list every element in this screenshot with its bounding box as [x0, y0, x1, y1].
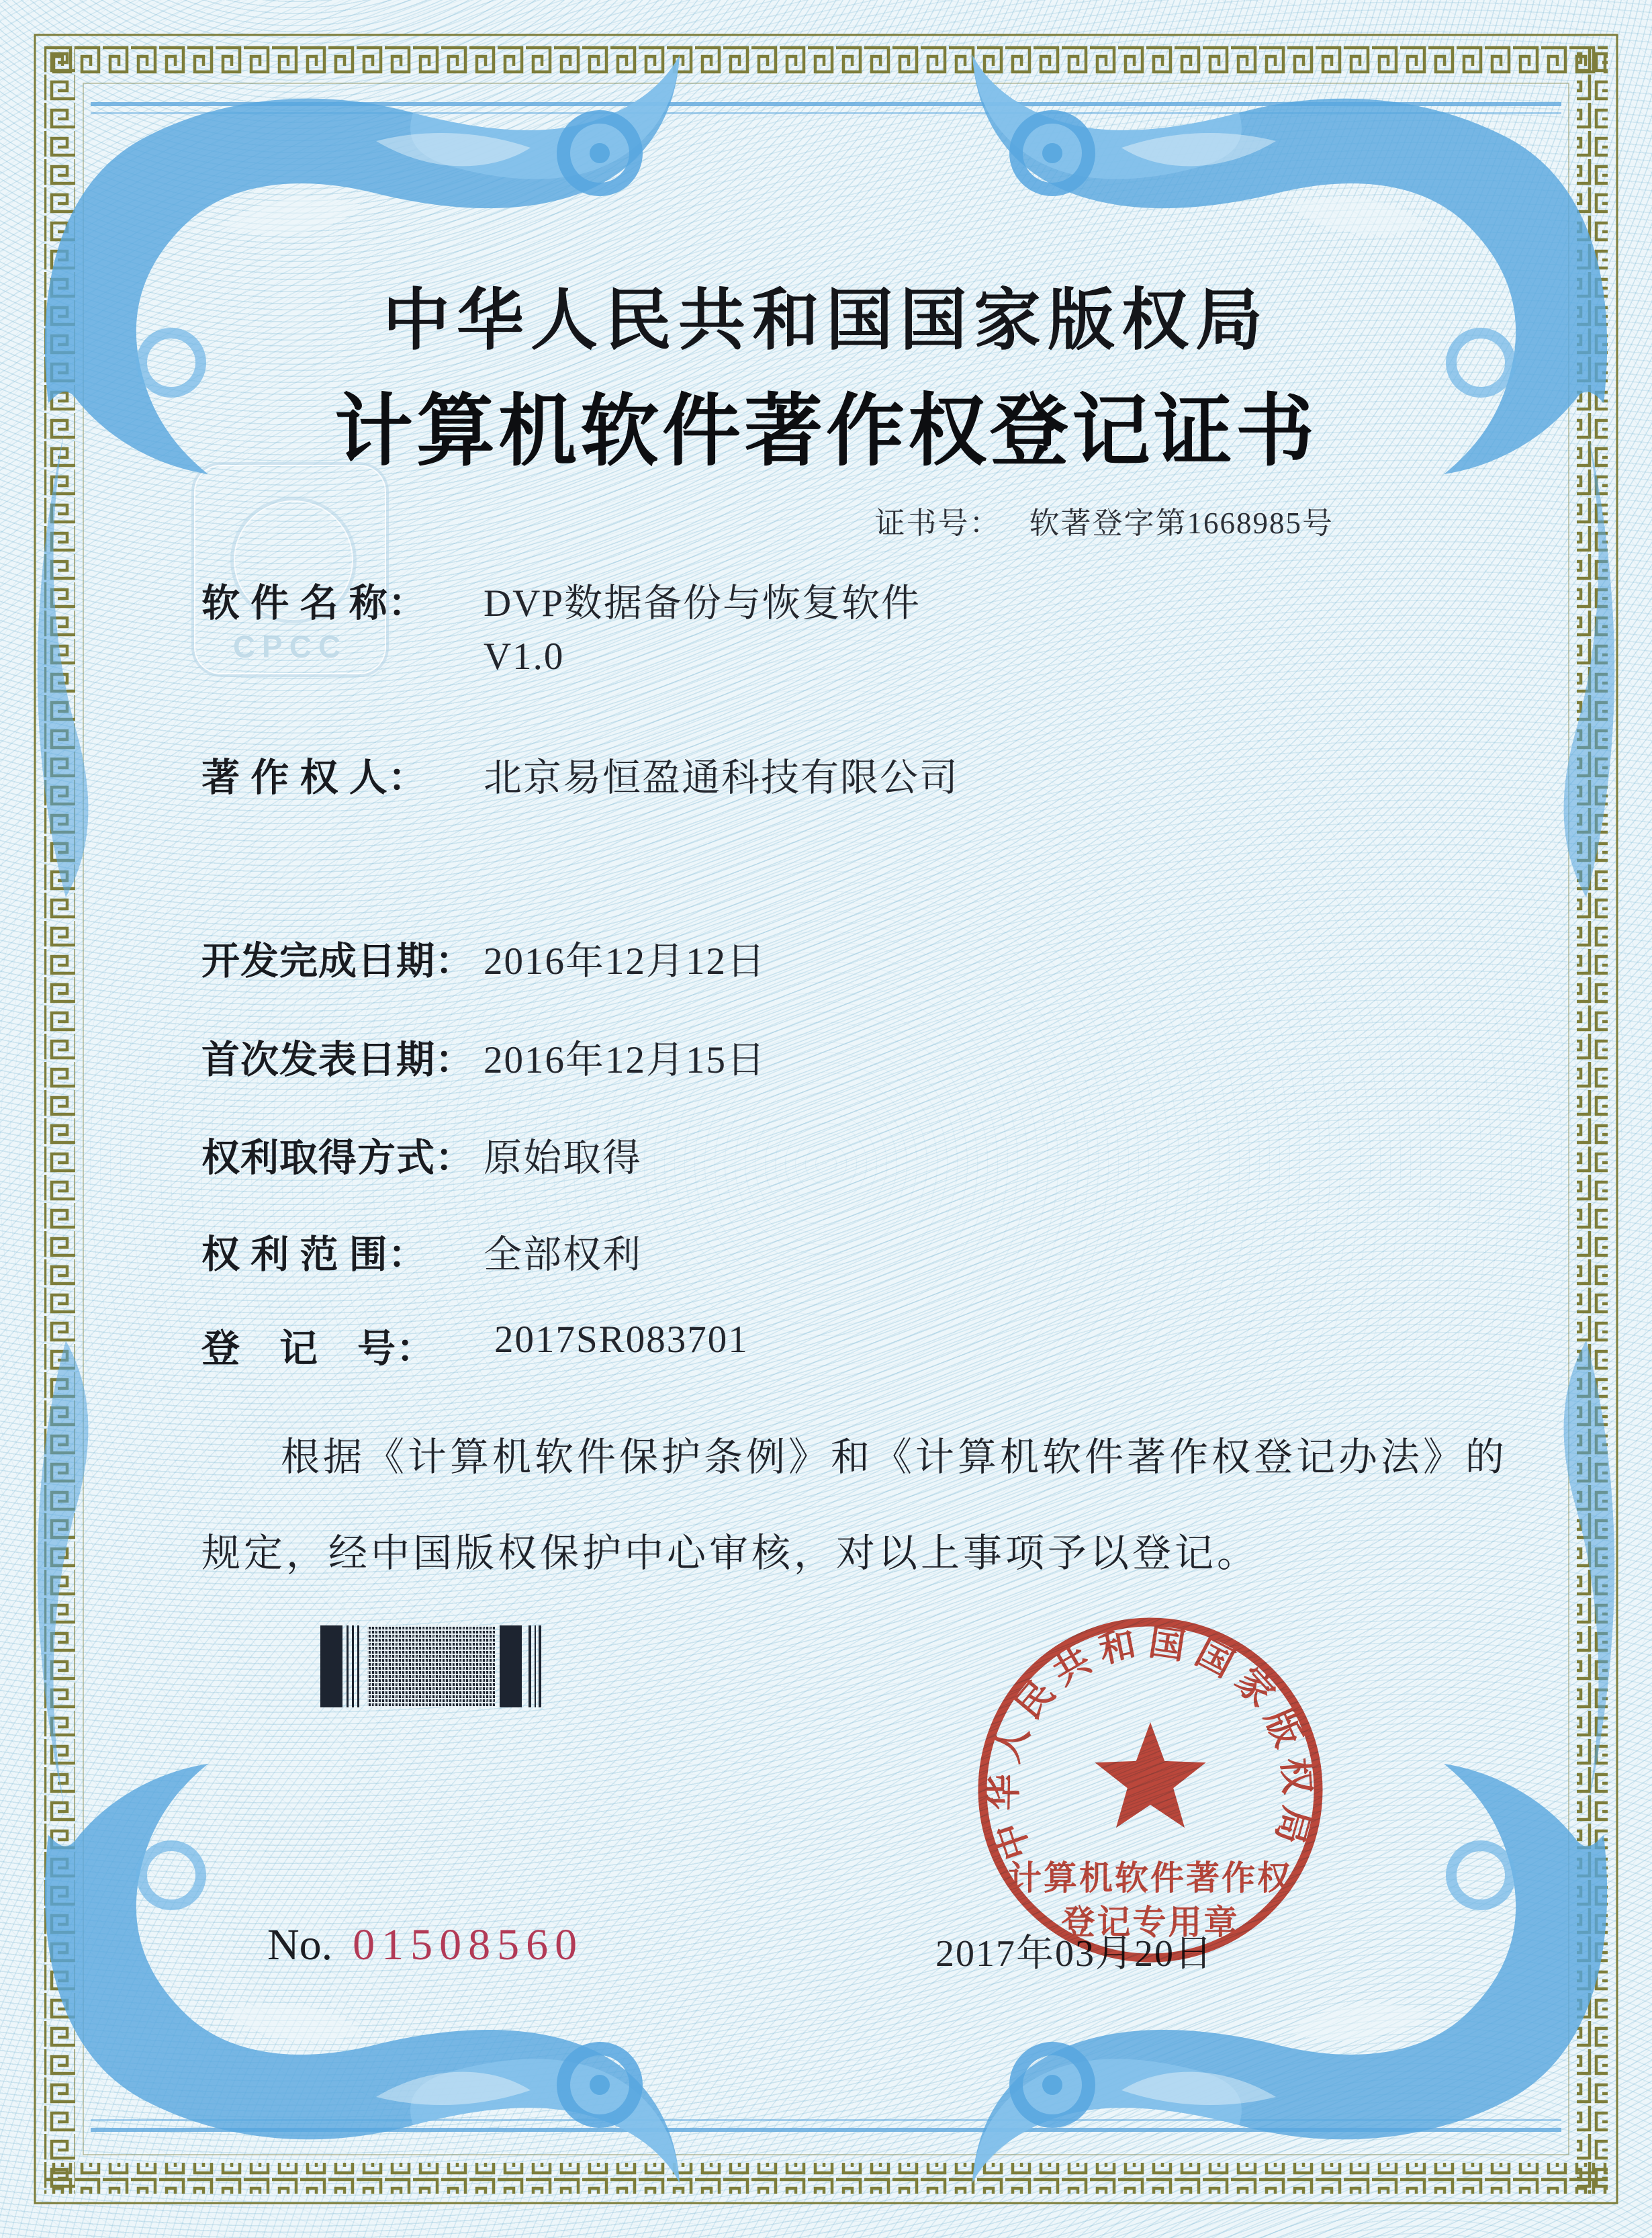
field-value: 全部权利: [484, 1234, 642, 1276]
official-red-seal: [962, 1602, 1338, 1978]
field-value: 2017SR083701: [494, 1318, 749, 1361]
barcode-data-region: [367, 1625, 495, 1707]
field-label: 软 件 名 称：: [201, 582, 427, 625]
field-registration-number: [201, 1318, 749, 1372]
statement-line-2: 规定，经中国版权保护中心审核，对以上事项予以登记。: [201, 1531, 1260, 1575]
seal-text-line2: 登记专用章: [1061, 1904, 1240, 1941]
authority-title: 中华人民共和国国家版权局: [383, 283, 1269, 358]
field-label: 首次发表日期：: [201, 1039, 474, 1081]
certificate-title: 计算机软件著作权登记证书: [334, 389, 1318, 476]
serial-number: 01508560: [353, 1920, 584, 1969]
statement-line-1: 根据《计算机软件保护条例》和《计算机软件著作权登记办法》的: [281, 1435, 1508, 1479]
field-acquisition-method: [201, 1127, 642, 1181]
serial-line: [267, 1920, 584, 1971]
seal-ring-text: 中华人民共和国国家版权局: [983, 1621, 1318, 1865]
seal-star-icon: [1095, 1722, 1205, 1828]
field-label: 权利取得方式：: [201, 1137, 474, 1179]
certificate-number-value: 软著登字第1668985号: [1029, 506, 1334, 540]
field-copyright-owner: [201, 747, 959, 801]
field-label: 登 记 号：: [201, 1328, 435, 1370]
field-rights-scope: [201, 1224, 642, 1278]
barcode-start-bars: [347, 1625, 362, 1707]
field-completion-date: [201, 930, 766, 984]
certificate-number-line: [874, 498, 1334, 542]
barcode-stop-block: [500, 1625, 522, 1707]
barcode-stop-bars: [529, 1625, 545, 1707]
field-value: 2016年12月12日: [484, 940, 766, 983]
embossed-cpcc-text: CPCC: [232, 629, 348, 664]
field-value: 北京易恒盈通科技有限公司: [484, 757, 959, 799]
field-label: 开发完成日期：: [201, 940, 474, 983]
field-label: 著 作 权 人：: [201, 757, 427, 799]
serial-label: No.: [267, 1920, 333, 1969]
field-value: 原始取得: [484, 1137, 642, 1179]
pdf417-barcode-icon: [320, 1625, 549, 1707]
issue-date: 2017年03月20日: [935, 1933, 1213, 1975]
field-label: 权 利 范 围：: [201, 1234, 427, 1276]
barcode-start-block: [320, 1625, 342, 1707]
certificate-number-label: 证书号：: [874, 506, 1001, 540]
field-first-publication-date: [201, 1029, 766, 1083]
seal-text-line1: 计算机软件著作权: [1008, 1859, 1293, 1897]
field-value: 2016年12月15日: [484, 1039, 766, 1081]
field-value-line2: V1.0: [484, 635, 565, 678]
field-value: DVP数据备份与恢复软件: [484, 582, 921, 625]
